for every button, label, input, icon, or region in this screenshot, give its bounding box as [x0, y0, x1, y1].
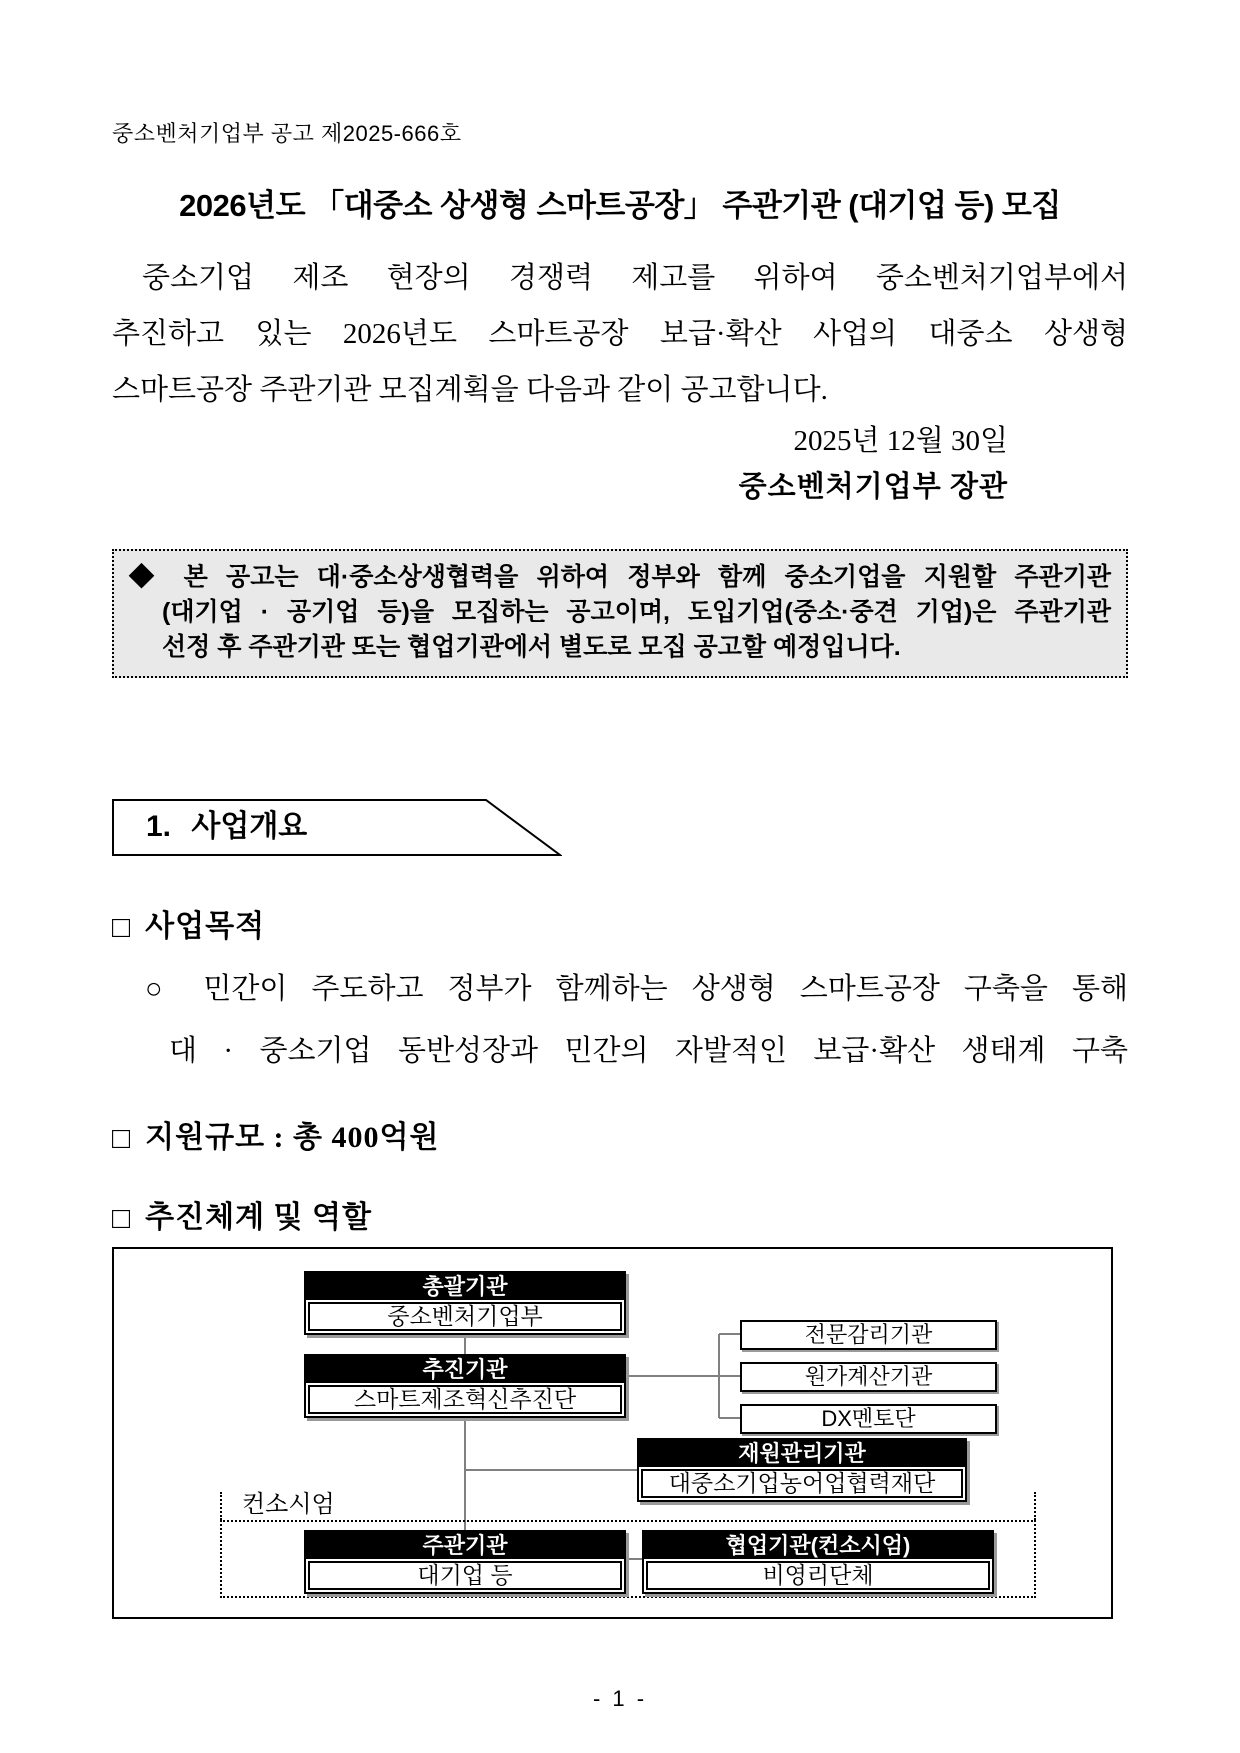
- heading-purpose: [112, 901, 265, 945]
- org-node-general: [304, 1271, 626, 1335]
- notice-box-line: (대기업 · 공기업 등)을 모집하는 공고이며, 도입기업(중소·중견 기업)은 주관기관: [162, 598, 1111, 626]
- intro-line: 추진하고 있는 2026년도 스마트공장 보급·확산 사업의 대중소 상생형: [112, 318, 1128, 350]
- org-node-host: [304, 1530, 626, 1594]
- org-node-header: 협업기관(컨소시엄): [644, 1532, 992, 1559]
- intro-line: 중소기업 제조 현장의 경쟁력 제고를 위하여 중소벤처기업부에서: [142, 262, 1128, 294]
- org-node-header: 주관기관: [306, 1532, 624, 1559]
- heading-structure-label: 추진체계 및 역할: [145, 1201, 372, 1234]
- section-banner-label: 1. 사업개요: [146, 810, 308, 843]
- org-node-header: 총괄기관: [306, 1273, 624, 1300]
- notice-box: [112, 549, 1128, 678]
- org-node-header: 추진기관: [306, 1356, 624, 1383]
- notice-box-line: 선정 후 주관기관 또는 협업기관에서 별도로 모집 공고할 예정입니다.: [162, 633, 901, 661]
- org-chart-frame: [112, 1247, 1113, 1619]
- heading-purpose-label: 사업목적: [145, 910, 266, 943]
- org-node-dx-mentor: DX멘토단: [740, 1404, 997, 1434]
- purpose-item-line: ○ 민간이 주도하고 정부가 함께하는 상생형 스마트공장 구축을 통해: [145, 973, 1128, 1005]
- square-bullet-icon: □: [112, 1202, 132, 1235]
- org-node-partner: [642, 1530, 994, 1594]
- intro-paragraph: [112, 250, 1128, 418]
- consortium-stub-left: [220, 1492, 222, 1520]
- org-node-promotion: [304, 1354, 626, 1418]
- org-node-supervision: 전문감리기관: [740, 1320, 997, 1350]
- org-node-body: 중소벤처기업부: [308, 1302, 622, 1331]
- announcement-date: 2025년 12월 30일: [793, 425, 1008, 457]
- heading-scale: [112, 1112, 439, 1156]
- org-node-body: 스마트제조혁신추진단: [308, 1385, 622, 1414]
- org-node-header: 재원관리기관: [639, 1440, 965, 1467]
- square-bullet-icon: □: [112, 911, 132, 944]
- heading-scale-label: 지원규모 : 총 400억원: [145, 1121, 440, 1154]
- notice-box-line: ◆ 본 공고는 대·중소상생협력을 위하여 정부와 함께 중소기업을 지원할 주관기관: [129, 563, 1111, 591]
- purpose-item-line: 대 · 중소기업 동반성장과 민간의 자발적인 보급·확산 생태계 구축: [169, 1035, 1128, 1067]
- square-bullet-icon: □: [112, 1122, 132, 1155]
- org-node-fund: [637, 1438, 967, 1502]
- section-banner: [112, 799, 562, 857]
- signer-title: 중소벤처기업부 장관: [738, 471, 1008, 503]
- org-node-body: 대기업 등: [308, 1561, 622, 1590]
- consortium-stub-right: [1034, 1492, 1036, 1520]
- org-node-body: 비영리단체: [646, 1561, 990, 1590]
- heading-structure: [112, 1192, 372, 1236]
- org-node-body: 대중소기업농어업협력재단: [641, 1469, 963, 1498]
- document-title: 2026년도 「대중소 상생형 스마트공장」 주관기관 (대기업 등) 모집: [179, 188, 1061, 223]
- notice-number: 중소벤처기업부 공고 제2025-666호: [112, 121, 462, 146]
- consortium-label: 컨소시엄: [242, 1491, 335, 1518]
- intro-line: 스마트공장 주관기관 모집계획을 다음과 같이 공고합니다.: [112, 374, 828, 406]
- purpose-item: [145, 958, 1128, 1082]
- org-node-costing: 원가계산기관: [740, 1362, 997, 1392]
- page-number: - 1 -: [592, 1686, 648, 1711]
